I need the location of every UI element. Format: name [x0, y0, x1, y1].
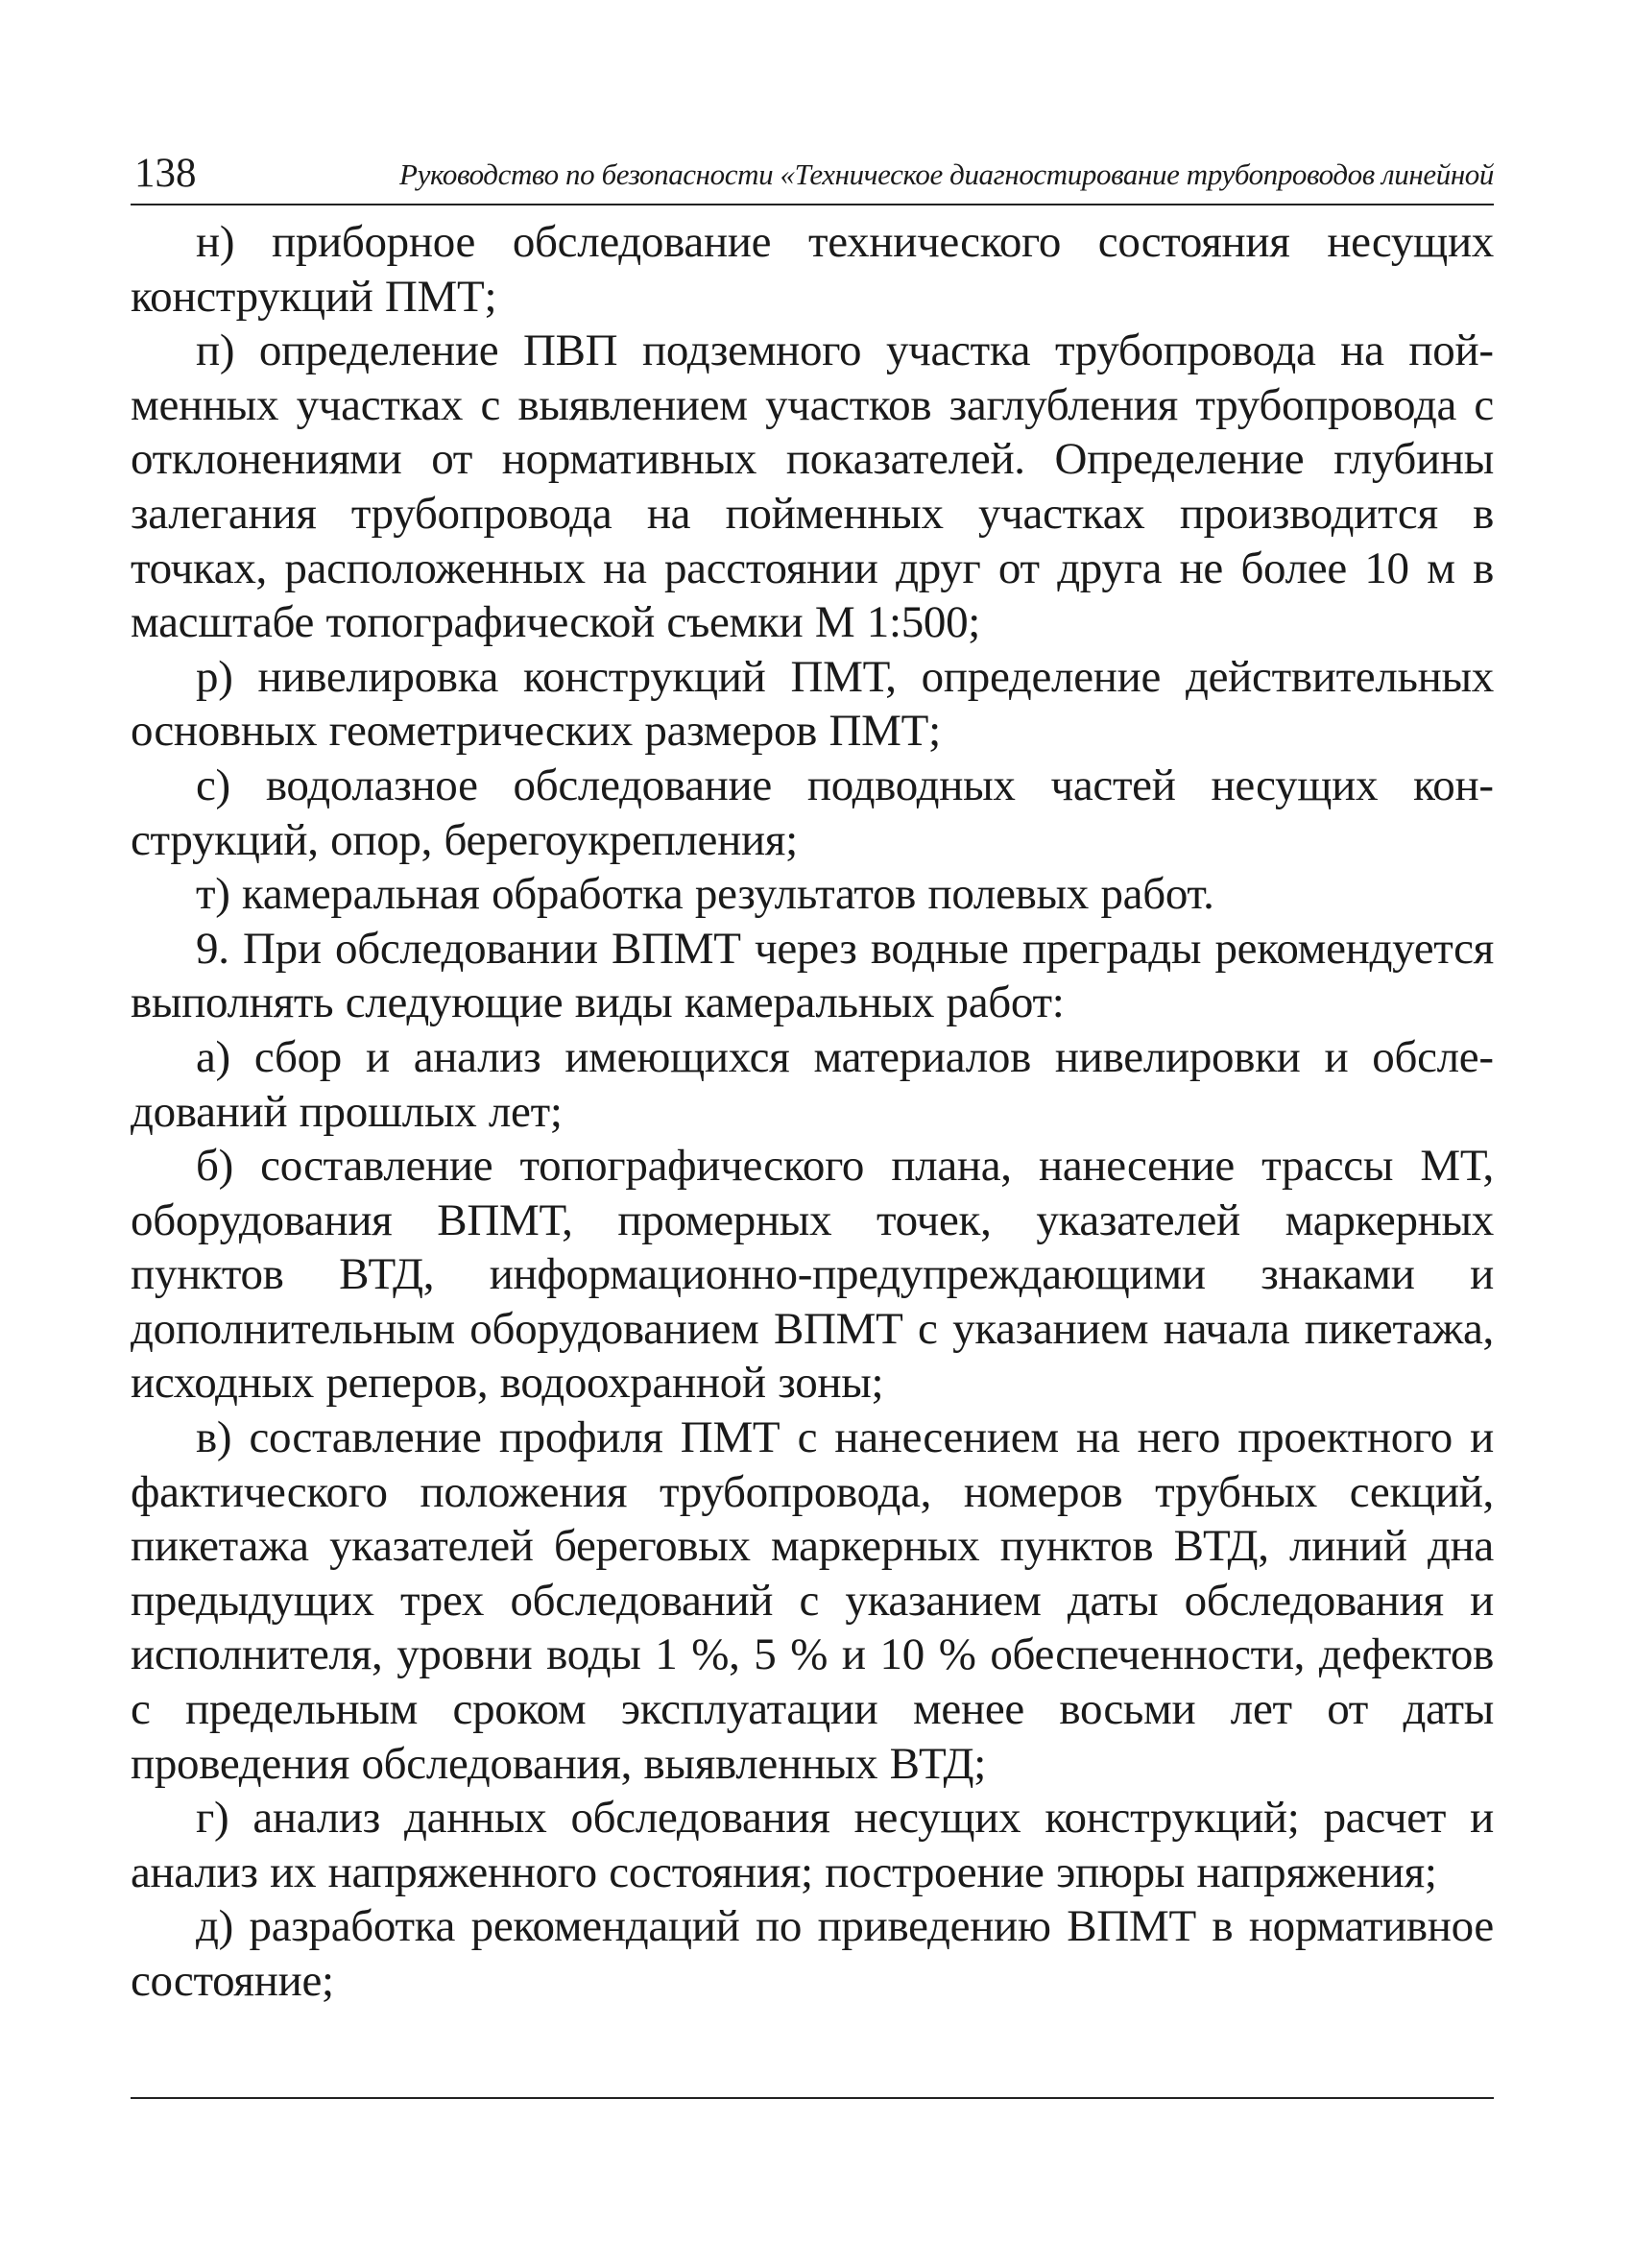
paragraph-d: д) разработка рекомендаций по приведению ВПМТ в нормативное состояние; — [131, 1901, 1494, 2006]
running-title: Руководство по безопасности «Техническое диагностирование трубопроводов линейной — [399, 157, 1494, 191]
paragraph-p: п) определение ПВП подземного участка трубопровода на пойменных участках с выявлением участков заглубления трубопровода с отклонениями от нормативных показателей. Определение глубины залегания трубопровода на пойменных участках производится в точках, расположенных на расстоянии друг от друга не более 10 м в масштабе топографической съемки М 1:500; — [131, 326, 1494, 648]
body-text — [131, 215, 1494, 2009]
paragraph-g: г) анализ данных обследования несущих конструкций; расчет и анализ их напряженного состояния; построение эпюры напряжения; — [131, 1793, 1494, 1897]
book-page — [131, 144, 1494, 2009]
paragraph-v: в) составление профиля ПМТ с нанесением на него проектного и фактического положения трубопровода, номеров трубных секций, пикетажа указателей береговых маркерных пунктов ВТД, линий дна предыдущих трех обследований с указанием даты обследования и исполнителя, уровни воды 1 %, 5 % и 10 % обеспеченности, дефектов с предельным сроком эксплуатации менее восьми лет от даты проведения обследования, выявленных ВТД; — [131, 1412, 1494, 1789]
paragraph-n: н) приборное обследование технического состояния несущих конструкций ПМТ; — [131, 217, 1494, 322]
paragraph-r: р) нивелировка конструкций ПМТ, определение действительных основных геометрических размеров ПМТ; — [131, 651, 1494, 757]
footer-rule — [131, 2097, 1494, 2099]
paragraph-b: б) составление топографического плана, нанесение трассы МТ, оборудования ВПМТ, промерных точек, указателей маркерных пунктов ВТД, информационно-предупреждающими знаками и дополнительным оборудованием ВПМТ с указанием начала пикетажа, исходных реперов, водоохранной зоны; — [131, 1141, 1494, 1409]
page-header — [131, 144, 1494, 205]
page-number: 138 — [134, 151, 197, 196]
paragraph-t: т) камеральная обработка результатов полевых работ. — [196, 869, 1214, 920]
paragraph-item-9: 9. При обследовании ВПМТ через водные преграды рекомендуется выполнять следующие виды камеральных работ: — [131, 923, 1494, 1028]
paragraph-s: с) водолазное обследование подводных частей несущих конструкций, опор, берегоукрепления; — [131, 760, 1494, 865]
paragraph-a: а) сбор и анализ имеющихся материалов нивелировки и обследований прошлых лет; — [131, 1031, 1494, 1137]
